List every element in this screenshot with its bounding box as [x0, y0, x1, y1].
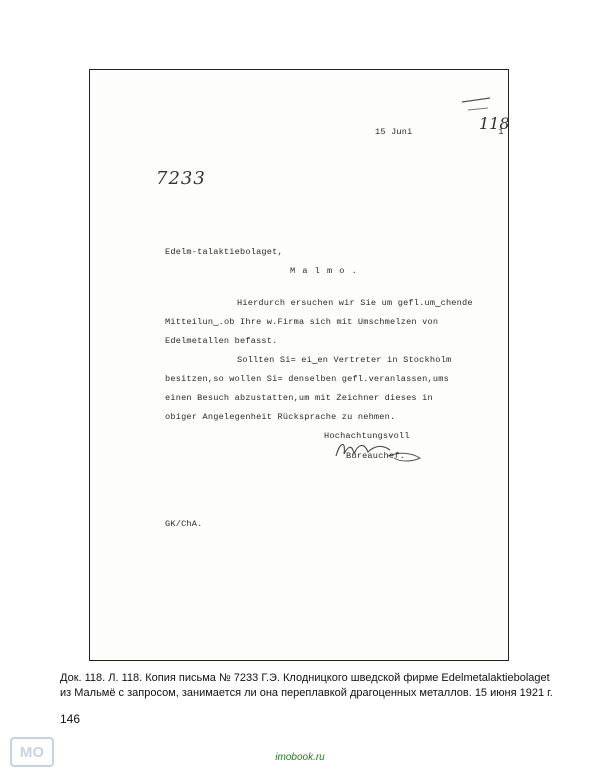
body-line-3: Edelmetallen befasst.: [165, 336, 278, 346]
body-line-2: Mitteilun‿.ob Ihre w.Firma sich mit Umschmelzen von: [165, 317, 439, 327]
body-line-1: Hierdurch ersuchen wir Sie um gefl.um‿chende: [237, 298, 473, 308]
closing-line: Hochachtungsvoll: [324, 431, 410, 441]
reference-initials: GK/ChA.: [165, 519, 203, 529]
signature-title: Bureauchef.: [346, 451, 405, 461]
scanned-letter: [89, 69, 509, 661]
body-line-4: Sollten Si= ei‿en Vertreter in Stockholm: [237, 355, 452, 365]
body-line-7: obiger Angelegenheit Rücksprache zu nehmen.: [165, 412, 396, 422]
page-number: 146: [60, 712, 81, 726]
recipient-name: Edelm-talaktiebolaget,: [165, 247, 283, 257]
body-line-6: einen Besuch abzustatten,um mit Zeichner dieses in: [165, 393, 433, 403]
footer-link[interactable]: imobook.ru: [275, 752, 325, 763]
document-caption: Док. 118. Л. 118. Копия письма № 7233 Г.Э. Клодницкого шведской фирме Edelmetalaktiebolaget из Мальмё с запросом, занимается ли она переплавкой драгоценных металлов. 15 июня 1921 г.: [60, 672, 553, 699]
recipient-city: M a l m o .: [290, 266, 358, 276]
corner-mark: 118: [479, 114, 510, 133]
handwritten-reference-number: 7233: [156, 168, 206, 189]
body-line-5: besitzen,so wollen Si= denselben gefl.veranlassen,ums: [165, 374, 449, 384]
date-line: 15 Juni 1: [375, 127, 504, 137]
publisher-logo: MO: [10, 737, 54, 767]
